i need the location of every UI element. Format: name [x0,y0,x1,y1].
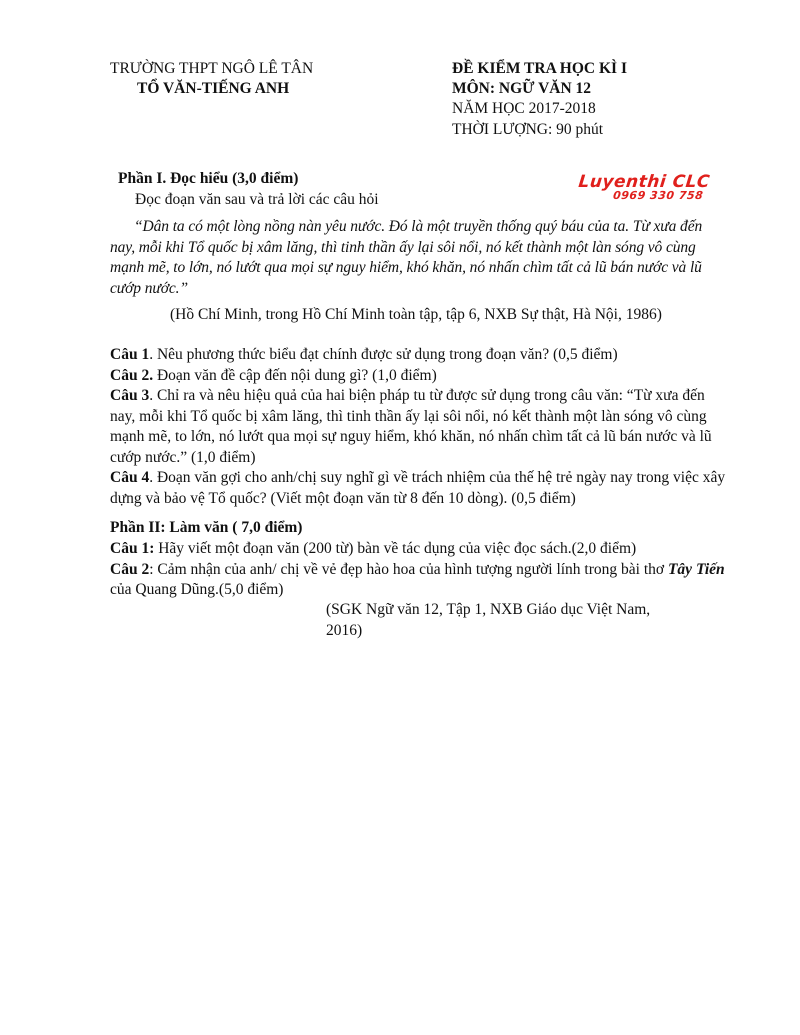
school-name: TRƯỜNG THPT NGÔ LÊ TÂN [110,60,314,77]
part2-question-list [110,539,728,601]
exam-subject: MÔN: NGỮ VĂN 12 [452,80,592,97]
question-3-text: . Chỉ ra và nêu hiệu quả của hai biện pháp tu từ được sử dụng trong câu văn: “Từ xưa đến nay, mỗi khi Tổ quốc bị xâm lăng, thì tinh thần ấy lại sôi nổi, nó kết thành một làn sóng vô cùng mạnh mẽ, to lớn, nó lướt qua mọi sự nguy hiểm, khó khăn, nó nhấn chìm tất cả lũ bán nước và lũ cướp nước.” (1,0 điểm) [110,387,712,466]
part2-heading: Phần II: Làm văn ( 7,0 điểm) [110,519,303,536]
reading-passage: “Dân ta có một lòng nồng nàn yêu nước. Đó là một truyền thống quý báu của ta. Từ xưa đến nay, mỗi khi Tổ quốc bị xâm lăng, thì tinh thần ấy lại sôi nổi, nó kết thành một làn sóng vô cùng mạnh mẽ, to lớn, nó lướt qua mọi sự nguy hiểm, khó khăn, nó nhấn chìm tất cả lũ bán nước và lũ cướp nước.” [110,218,703,297]
question-3-label: Câu 3 [110,387,150,404]
essay-question-2 [110,560,728,601]
part1-instruction: Đọc đoạn văn sau và trả lời các câu hỏi [135,191,379,208]
watermark-logo [576,172,711,202]
part1-question-list [110,345,728,509]
question-2-text: Đoạn văn đề cập đến nội dung gì? (1,0 điểm) [153,366,437,384]
school-year: NĂM HỌC 2017-2018 [452,100,596,117]
question-1-text: . Nêu phương thức biểu đạt chính được sử dụng trong đoạn văn? (0,5 điểm) [149,346,618,363]
essay-question-1-text: Hãy viết một đoạn văn (200 từ) bàn về tác dụng của việc đọc sách.(2,0 điểm) [154,540,637,557]
department-name: TỔ VĂN-TIẾNG ANH [137,80,290,97]
question-1-label: Câu 1 [110,346,150,363]
passage-source: (Hồ Chí Minh, trong Hồ Chí Minh toàn tập, tập 6, NXB Sự thật, Hà Nội, 1986) [170,306,662,323]
essay-question-2-tail: của Quang Dũng.(5,0 điểm) [110,581,284,598]
essay-question-1 [110,539,728,560]
watermark-phone: 0969 330 758 [612,189,704,202]
essay-question-2-label: Câu 2 [110,560,150,578]
watermark-title: Luyenthi CLC [577,172,711,192]
exam-title: ĐỀ KIỂM TRA HỌC KÌ I [452,60,627,77]
essay-question-2-text: : Cảm nhận của anh/ chị về vẻ đẹp hào hoa của hình tượng người lính trong bài thơ [149,560,668,578]
poem-title: Tây Tiến [667,560,725,578]
question-4-text: . Đoạn văn gợi cho anh/chị suy nghĩ gì về trách nhiệm của thế hệ trẻ ngày nay trong việc xây dựng và bảo vệ Tổ quốc? (Viết một đoạn văn từ 8 đến 10 dòng). (0,5 điểm) [110,469,726,507]
essay-question-1-label: Câu 1: [110,540,155,557]
question-1 [110,345,728,366]
question-2-label: Câu 2. [110,366,154,384]
question-2 [110,366,728,387]
question-3 [110,386,728,468]
part2-source-line1: (SGK Ngữ văn 12, Tập 1, NXB Giáo dục Việt Nam, [326,601,651,618]
part1-heading: Phần I. Đọc hiểu (3,0 điểm) [118,170,299,187]
question-4 [110,468,728,509]
question-4-label: Câu 4 [110,469,150,486]
exam-duration: THỜI LƯỢNG: 90 phút [452,121,604,138]
part2-source-line2: 2016) [326,622,363,639]
